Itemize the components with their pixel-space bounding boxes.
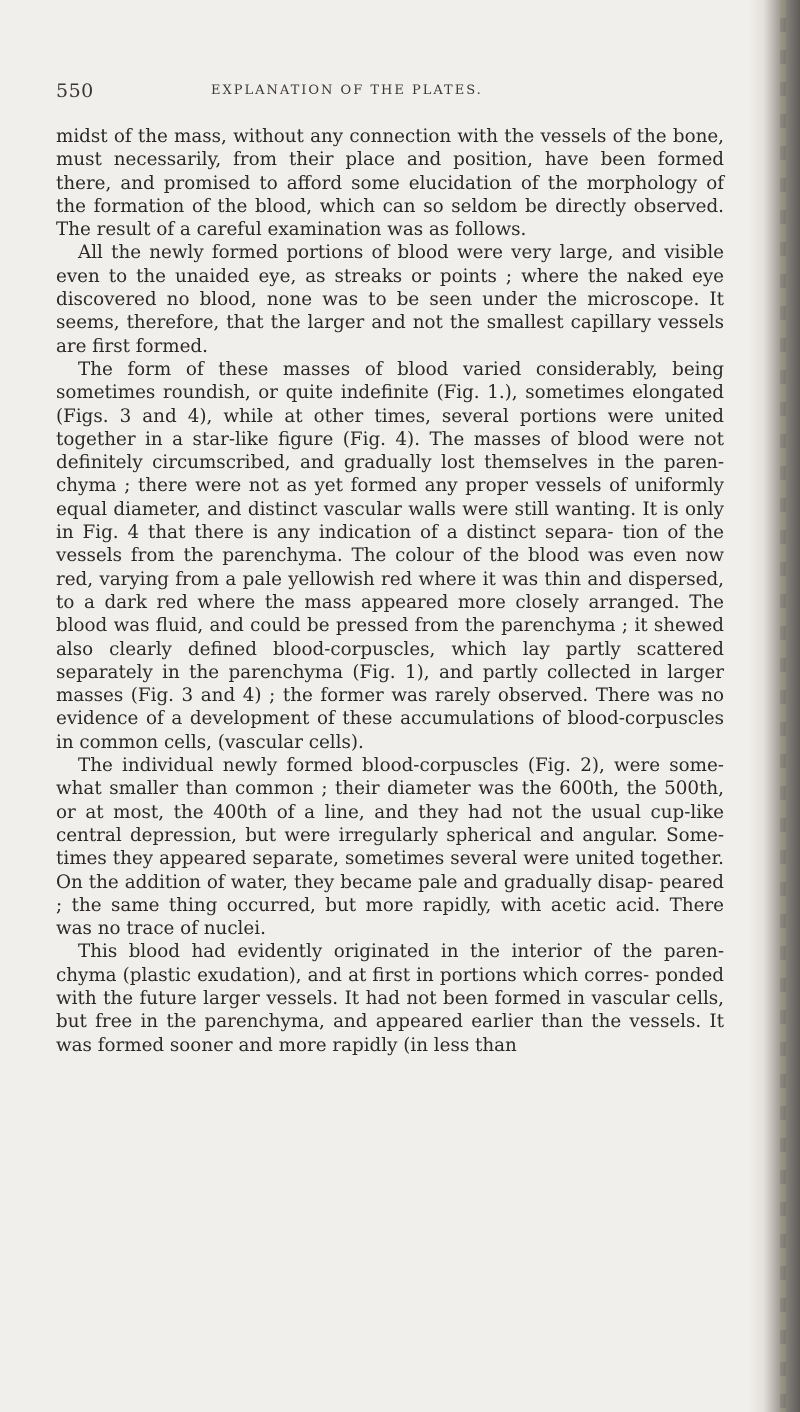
paragraph-continuation: midst of the mass, without any connection with the vessels of the bone, must necessarily, from their place and position, have been formed there, and promised to afford some elucidation of the morphology of the formation of the blood, which can so seldom be directly observed. The result of a careful examination was as follows. <box>56 126 724 241</box>
running-head: EXPLANATION OF THE PLATES. <box>211 83 483 98</box>
page-number: 550 <box>56 80 94 102</box>
paragraph-newly-formed-blood: All the newly formed portions of blood were very large, and visible even to the unaided eye, as streaks or points ; where the naked eye discovered no blood, none was to be seen under the microscope. It seems, therefore, that the larger and not the smallest capillary vessels are first formed. <box>56 242 724 357</box>
paragraph-form-of-masses: The form of these masses of blood varied considerably, being sometimes roundish, or quite indefinite (Fig. 1.), sometimes elongated (Figs. 3 and 4), while at other times, several portions were united together in a star-like figure (Fig. 4). The masses of blood were not definitely circumscribed, and gradually lost themselves in the paren- chyma ; there were not as yet formed any proper vessels of uniformly equal diameter, and distinct vascular walls were still wanting. It is only in Fig. 4 that there is any indication of a distinct separa- tion of the vessels from the parenchyma. The colour of the blood was even now red, varying from a pale yellowish red where it was thin and dispersed, to a dark red where the mass appeared more closely arranged. The blood was fluid, and could be pressed from the parenchyma ; it shewed also clearly defined blood-corpuscles, which lay partly scattered separately in the parenchyma (Fig. 1), and partly collected in larger masses (Fig. 3 and 4) ; the former was rarely observed. There was no evidence of a development of these accumulations of blood-corpuscles in common cells, (vascular cells). <box>56 358 724 753</box>
page-edge-shadow <box>748 0 800 1412</box>
body-text <box>56 125 724 1057</box>
page-header <box>56 80 716 110</box>
page-edge-band <box>780 0 786 1412</box>
paragraph-blood-corpuscles: The individual newly formed blood-corpuscles (Fig. 2), were some- what smaller than common ; their diameter was the 600th, the 500th, or at most, the 400th of a line, and they had not the usual cup-like central depression, but were irregularly spherical and angular. Some- times they appeared separate, sometimes several were united together. On the addition of water, they became pale and gradually disap- peared ; the same thing occurred, but more rapidly, with acetic acid. There was no trace of nuclei. <box>56 755 724 940</box>
paragraph-origin-of-blood: This blood had evidently originated in the interior of the paren- chyma (plastic exudation), and at first in portions which corres- ponded with the future larger vessels. It had not been formed in vascular cells, but free in the parenchyma, and appeared earlier than the vessels. It was formed sooner and more rapidly (in less than <box>56 941 724 1056</box>
